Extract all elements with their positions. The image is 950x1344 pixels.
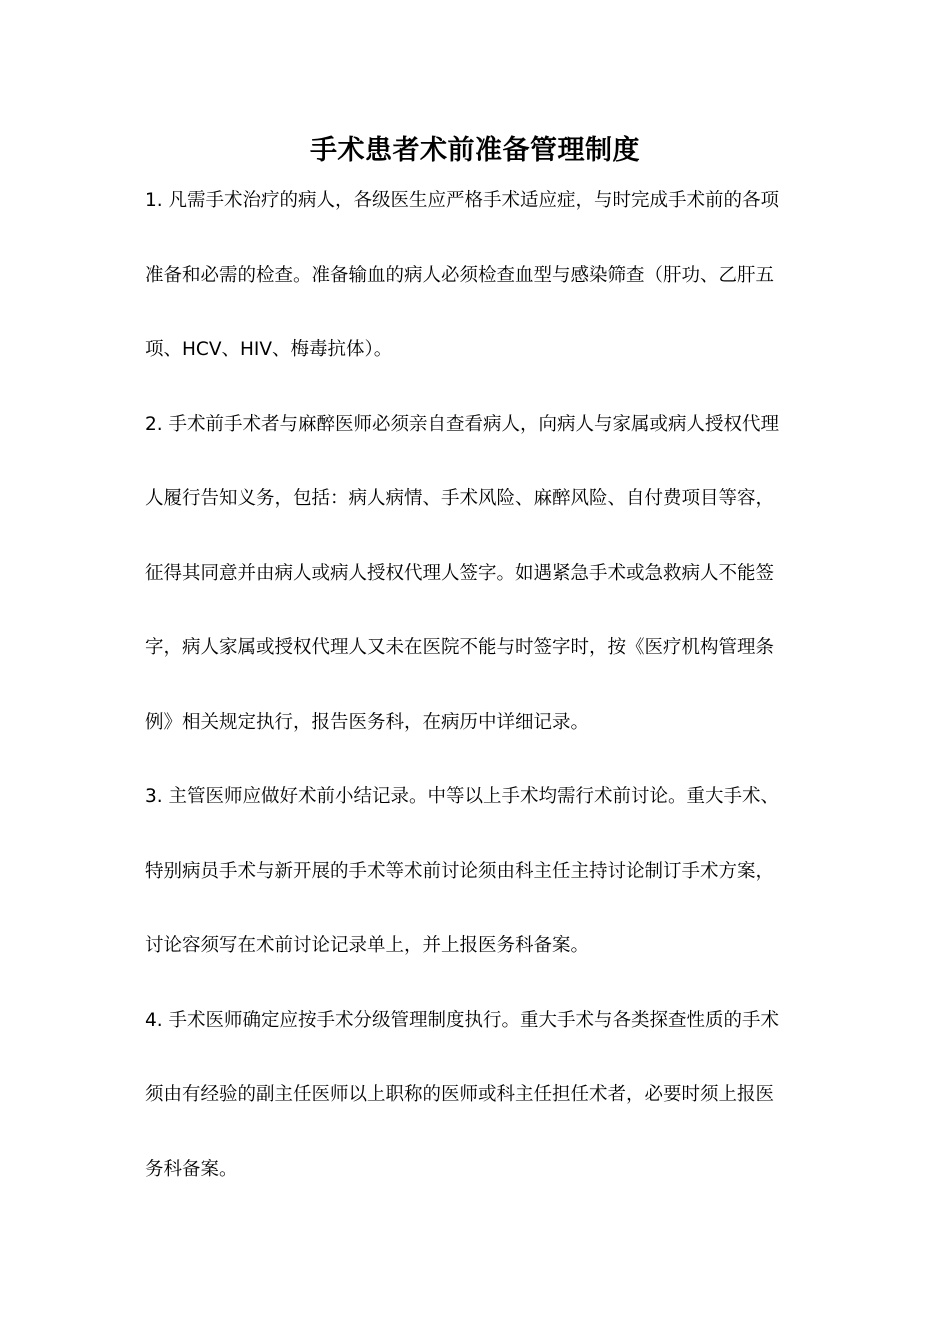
text-line: 准备和必需的检查。准备输血的病人必须检查血型与感染筛查（肝功、乙肝五 [145, 264, 775, 286]
text-line: 特别病员手术与新开展的手术等术前讨论须由科主任主持讨论制订手术方案， [145, 860, 775, 882]
document-title: 手术患者术前准备管理制度 [310, 135, 640, 166]
text-line: 项、HCV、HIV、梅毒抗体）。 [145, 339, 393, 360]
text-line: 例》相关规定执行，报告医务科，在病历中详细记录。 [145, 711, 590, 733]
document-body [145, 183, 807, 1226]
text-line: 1. 凡需手术治疗的病人，各级医生应严格手术适应症，与时完成手术前的各项 [145, 190, 780, 211]
text-line: 2. 手术前手术者与麻醉医师必须亲自查看病人，向病人与家属或病人授权代理 [145, 413, 780, 435]
text-line: 务科备案。 [145, 1158, 238, 1180]
text-line: 讨论容须写在术前讨论记录单上，并上报医务科备案。 [145, 935, 590, 956]
text-line: 人履行告知义务，包括：病人病情、手术风险、麻醉风险、自付费项目等容， [145, 488, 775, 509]
text-line: 征得其同意并由病人或病人授权代理人签字。如遇紧急手术或急救病人不能签 [145, 562, 775, 584]
text-line: 须由有经验的副主任医师以上职称的医师或科主任担任术者，必要时须上报医 [145, 1084, 775, 1105]
text-line: 4. 手术医师确定应按手术分级管理制度执行。重大手术与各类探查性质的手术 [145, 1009, 780, 1031]
text-line: 字，病人家属或授权代理人又未在医院不能与时签字时，按《医疗机构管理条 [145, 637, 775, 658]
text-line: 3. 主管医师应做好术前小结记录。中等以上手术均需行术前讨论。重大手术、 [145, 786, 780, 807]
